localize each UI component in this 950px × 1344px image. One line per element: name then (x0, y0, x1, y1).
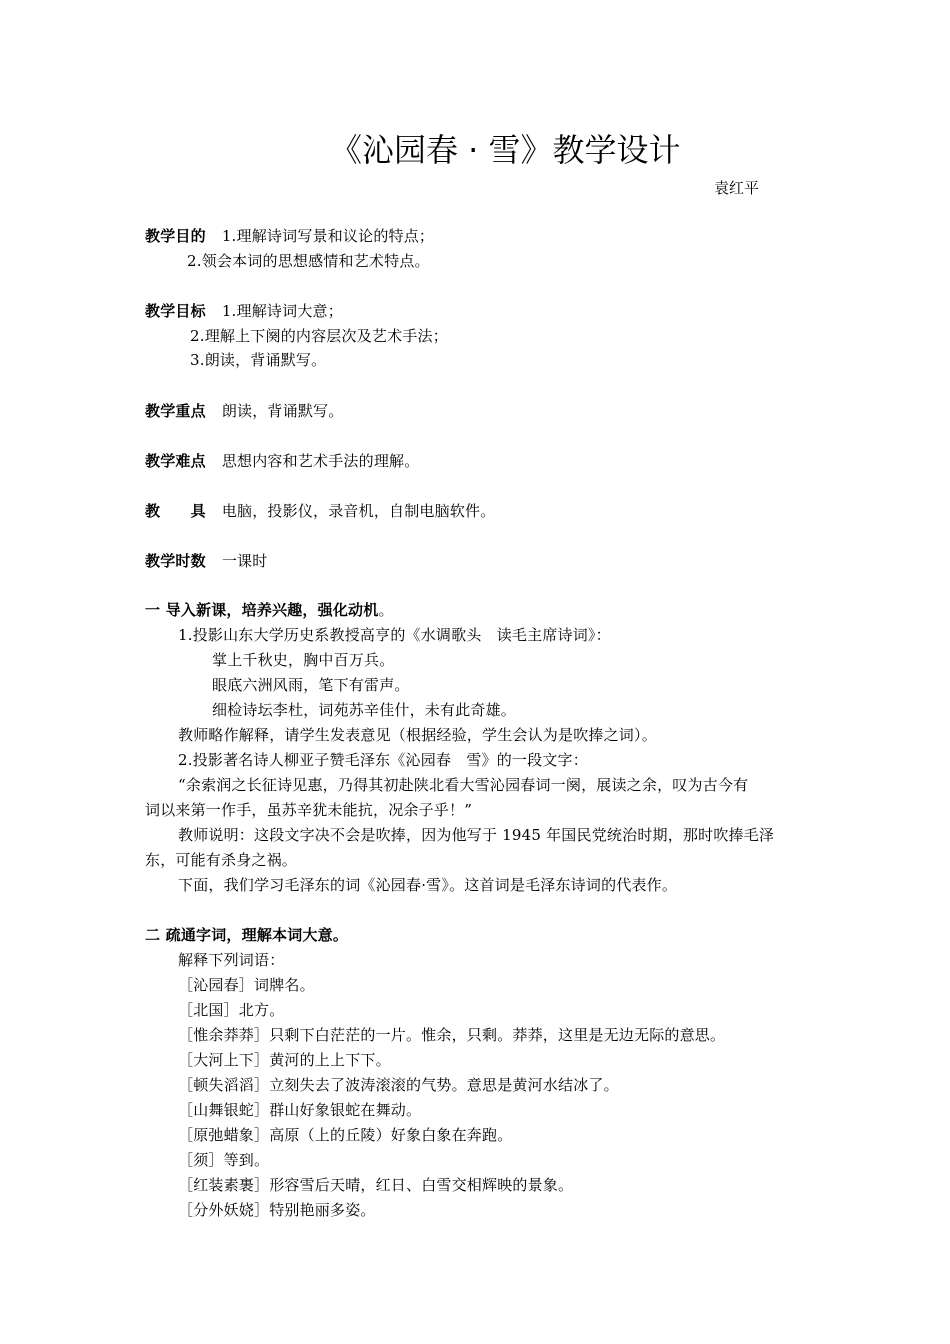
difficulty-row (145, 451, 419, 471)
section2-intro: 解释下列词语： (178, 951, 285, 969)
goals-item-2: 2.领会本词的思想感情和艺术特点。 (187, 252, 430, 270)
poem-line: 眼底六洲风雨，笔下有雷声。 (212, 676, 410, 694)
vocab-item: ［顿失滔滔］立刻失去了波涛滚滚的气势。意思是黄河水结冰了。 (178, 1076, 619, 1094)
hours-label: 教学时数 (145, 552, 206, 570)
goals-item-1: 1.理解诗词写景和议论的特点； (221, 227, 435, 245)
section1-heading-bold: 一 导入新课，培养兴趣，强化动机 (145, 601, 379, 619)
targets-item-1: 1.理解诗词大意； (221, 302, 343, 320)
poem-line: 细检诗坛李杜，词苑苏辛佳什，未有此奇雄。 (212, 701, 517, 719)
targets-row (145, 301, 343, 321)
key-point-text: 朗读，背诵默写。 (221, 402, 344, 420)
vocab-item: ［山舞银蛇］群山好象银蛇在舞动。 (178, 1101, 422, 1119)
goals-label: 教学目的 (145, 227, 206, 245)
section1-line: 教师略作解释，请学生发表意见（根据经验，学生会认为是吹捧之词）。 (178, 726, 657, 744)
tools-label: 教 具 (145, 502, 206, 520)
quote-line: “余索润之长征诗见惠，乃得其初赴陕北看大雪沁园春词一阕，展读之余，叹为古今有 (178, 776, 749, 794)
section1-line: 2.投影著名诗人柳亚子赞毛泽东《沁园春 雪》的一段文字： (178, 751, 588, 769)
author: 袁红平 (714, 179, 760, 197)
vocab-item: ［须］等到。 (178, 1151, 270, 1169)
section2-heading: 二 疏通字词，理解本词大意。 (145, 926, 349, 944)
section1-line: 东，可能有杀身之祸。 (145, 851, 298, 869)
key-point-label: 教学重点 (145, 402, 206, 420)
tools-row (145, 501, 495, 521)
poem-line: 掌上千秋史，胸中百万兵。 (212, 651, 395, 669)
key-point-row (145, 401, 343, 421)
quote-line: 词以来第一作手，虽苏辛犹未能抗，况余子乎！” (145, 801, 473, 819)
vocab-item: ［大河上下］黄河的上上下下。 (178, 1051, 391, 1069)
section1-line: 教师说明：这段文字决不会是吹捧，因为他写于 1945 年国民党统治时期，那时吹捧毛泽 (178, 826, 775, 844)
vocab-item: ［红装素裹］形容雪后天晴，红日、白雪交相辉映的景象。 (178, 1176, 574, 1194)
tools-text: 电脑，投影仪，录音机，自制电脑软件。 (221, 502, 496, 520)
targets-label: 教学目标 (145, 302, 206, 320)
section1-heading-tail: 。 (378, 601, 394, 619)
section1-line: 下面，我们学习毛泽东的词《沁园春·雪》。这首词是毛泽东诗词的代表作。 (178, 876, 678, 894)
section1-heading (145, 600, 394, 620)
vocab-item: ［北国］北方。 (178, 1001, 285, 1019)
difficulty-label: 教学难点 (145, 452, 206, 470)
vocab-item: ［分外妖娆］特别艳丽多姿。 (178, 1201, 376, 1219)
targets-item-3: 3.朗读，背诵默写。 (190, 351, 327, 369)
vocab-item: ［原弛蜡象］高原（上的丘陵）好象白象在奔跑。 (178, 1126, 513, 1144)
page-title: 《沁园春 · 雪》教学设计 (330, 131, 681, 169)
hours-text: 一课时 (221, 552, 268, 570)
targets-item-2: 2.理解上下阕的内容层次及艺术手法； (190, 327, 448, 345)
vocab-item: ［沁园春］词牌名。 (178, 976, 315, 994)
section1-line: 1.投影山东大学历史系教授高亨的《水调歌头 读毛主席诗词》： (178, 626, 611, 644)
difficulty-text: 思想内容和艺术手法的理解。 (221, 452, 420, 470)
vocab-item: ［惟余莽莽］只剩下白茫茫的一片。惟余，只剩。莽莽，这里是无边无际的意思。 (178, 1026, 726, 1044)
goals-row (145, 226, 434, 246)
hours-row (145, 551, 267, 571)
